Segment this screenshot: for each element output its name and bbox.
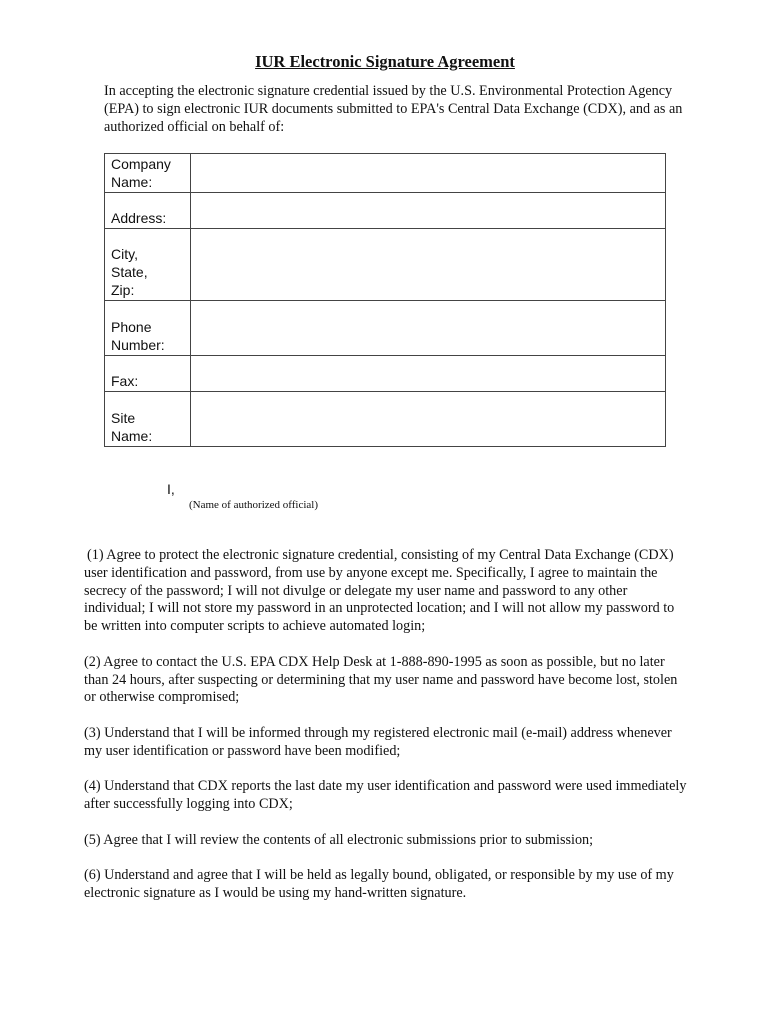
- form-row-city-state-zip: [105, 229, 666, 301]
- company-name-label: Company Name:: [105, 154, 191, 193]
- official-name-caption: (Name of authorized official): [189, 499, 318, 511]
- form-row-site-name: [105, 392, 666, 447]
- site-name-label: Site Name:: [105, 392, 191, 447]
- company-name-field[interactable]: [190, 154, 665, 193]
- clause-4: (4) Understand that CDX reports the last date my user identification and password were used immediately after successfully logging into CDX;: [84, 778, 687, 813]
- form-row-address: [105, 193, 666, 229]
- fax-field[interactable]: [190, 356, 665, 392]
- fax-label: Fax:: [105, 356, 191, 392]
- clause-1: (1) Agree to protect the electronic signature credential, consisting of my Central Data Exchange (CDX) user identification and password, from use by anyone except me. Specifically, I agree to maintain the secrecy of the password; I will not divulge or delegate my user name and password to any other individual; I will not store my password in an unprotected location; and I will not allow my password to be written into computer scripts to achieve automated login;: [84, 547, 675, 635]
- intro-paragraph: In accepting the electronic signature credential issued by the U.S. Environmental Protection Agency (EPA) to sign electronic IUR documents submitted to EPA's Central Data Exchange (CDX), and as an authorized official on behalf of:: [104, 83, 683, 135]
- form-row-phone-number: [105, 301, 666, 356]
- clause-2: (2) Agree to contact the U.S. EPA CDX Help Desk at 1-888-890-1995 as soon as possible, but no later than 24 hours, after suspecting or determining that my user name and password have become lost, stolen or otherwise compromised;: [84, 653, 678, 706]
- city-state-zip-label: City, State, Zip:: [105, 229, 191, 301]
- agreement-clauses: [84, 547, 688, 921]
- form-row-company-name: [105, 154, 666, 193]
- phone-number-label: Phone Number:: [105, 301, 191, 356]
- form-row-fax: [105, 356, 666, 392]
- clause-6: (6) Understand and agree that I will be held as legally bound, obligated, or responsible by my use of my electronic signature as I would be using my hand-written signature.: [84, 867, 674, 902]
- clause-3: (3) Understand that I will be informed through my registered electronic mail (e-mail) address whenever my user identification or password have been modified;: [84, 724, 672, 759]
- organization-form: [104, 153, 666, 447]
- address-label: Address:: [105, 193, 191, 229]
- address-field[interactable]: [190, 193, 665, 229]
- city-state-zip-field[interactable]: [190, 229, 665, 301]
- site-name-field[interactable]: [190, 392, 665, 447]
- official-prefix: I,: [167, 481, 175, 497]
- document-title: IUR Electronic Signature Agreement: [255, 52, 515, 71]
- clause-5: (5) Agree that I will review the contents of all electronic submissions prior to submission;: [84, 831, 594, 848]
- phone-number-field[interactable]: [190, 301, 665, 356]
